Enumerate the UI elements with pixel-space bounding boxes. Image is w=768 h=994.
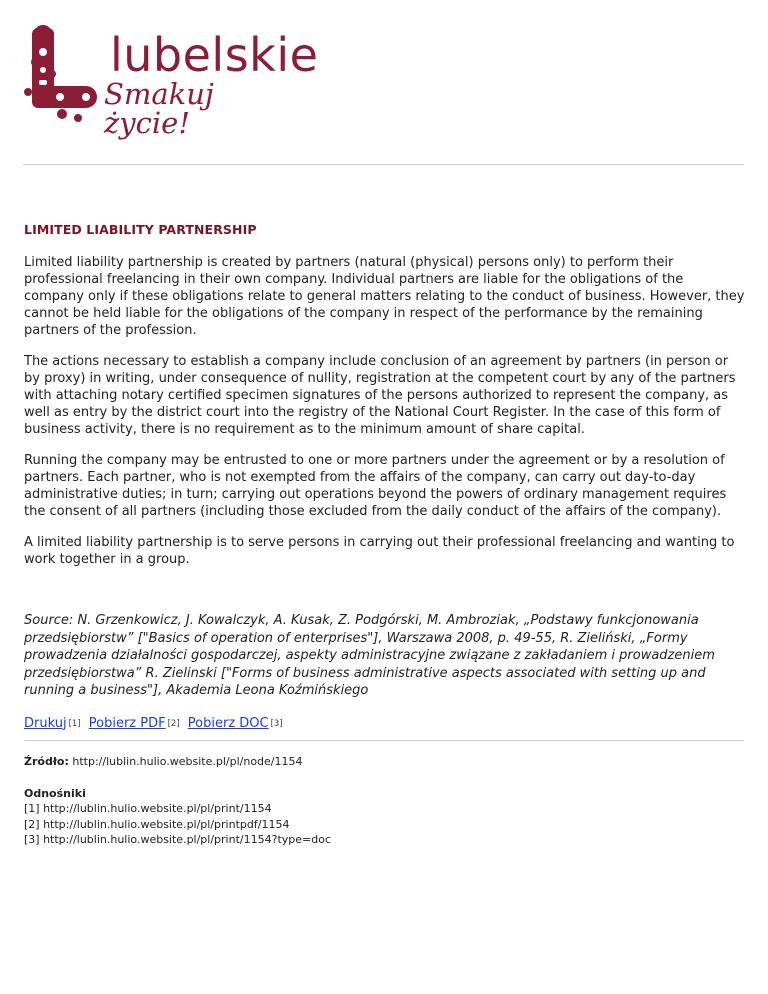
footer-divider xyxy=(24,740,744,741)
article-paragraph: Limited liability partnership is created by partners (natural (physical) persons only) to perform their professional freelancing in their own company. Individual partners are liable for the obligations of the company only if these obligations relate to general matters relating to the conduct of business. However, they cannot be held liable for the obligations of the company in respect of the performance by the remaining partners of the profession. xyxy=(24,255,745,338)
origin-line xyxy=(24,755,746,769)
pdf-link-ref: [2] xyxy=(167,718,180,729)
download-pdf-link[interactable]: Pobierz PDF xyxy=(88,715,166,731)
header-divider xyxy=(23,164,744,165)
origin-label: Źródło: xyxy=(24,754,69,768)
article-paragraph: A limited liability partnership is to serve persons in carrying out their professional freelancing and wanting to work together in a group. xyxy=(24,535,735,567)
print-link[interactable]: Drukuj xyxy=(24,715,67,731)
doc-link-ref: [3] xyxy=(270,718,283,729)
action-links xyxy=(24,715,746,733)
origin-url: http://lublin.hulio.website.pl/pl/node/1154 xyxy=(72,754,303,768)
lubelskie-logo xyxy=(22,22,319,140)
logo-wordmark: lubelskie xyxy=(110,28,319,82)
logo-emblem-icon xyxy=(22,22,108,132)
reference-item: [1] http://lublin.hulio.website.pl/pl/print/1154 xyxy=(24,802,272,815)
logo-tagline: Smakuj życie! xyxy=(104,77,214,140)
reference-item: [2] http://lublin.hulio.website.pl/pl/printpdf/1154 xyxy=(24,817,290,831)
article-paragraph: The actions necessary to establish a company include conclusion of an agreement by partners (in person or by proxy) in writing, under consequence of nullity, registration at the competent court by any of the partners with attaching notary certified specimen signatures of the persons authorized to represent the company, as well as entry by the district court into the registry of the National Court Register. In the case of this form of business activity, there is no requirement as to the minimum amount of share capital. xyxy=(24,354,736,437)
article-paragraph: Running the company may be entrusted to one or more partners under the agreement or by a resolution of partners. Each partner, who is not exempted from the affairs of the company, can carry out day-to-day administrative duties; in turn; carrying out operations beyond the powers of ordinary management requires the consent of all partners (including those excluded from the daily conduct of the affairs of the company). xyxy=(24,453,727,519)
references xyxy=(24,786,746,848)
print-link-ref: [1] xyxy=(68,718,81,729)
article xyxy=(24,222,746,848)
source-citation: Source: N. Grzenkowicz, J. Kowalczyk, A. Kusak, Z. Podgórski, M. Ambroziak, „Podstawy funkcjonowania przedsiębiorstw” ["Basics of operation of enterprises"], Warszawa 2008, p. 49-55, R. Zieliński, „Formy prowadzenia działalności gospodarczej, aspekty administracyjne związane z zakładaniem i prowadzeniem przedsiębiorstwa” R. Zielinski ["Forms of business administrative aspects associated with setting up and running a business"], Akademia Leona Koźmińskiego xyxy=(24,613,715,698)
reference-item: [3] http://lublin.hulio.website.pl/pl/print/1154?type=doc xyxy=(24,833,331,846)
article-title: LIMITED LIABILITY PARTNERSHIP xyxy=(24,222,257,237)
references-heading: Odnośniki xyxy=(24,786,86,800)
download-doc-link[interactable]: Pobierz DOC xyxy=(187,715,269,731)
